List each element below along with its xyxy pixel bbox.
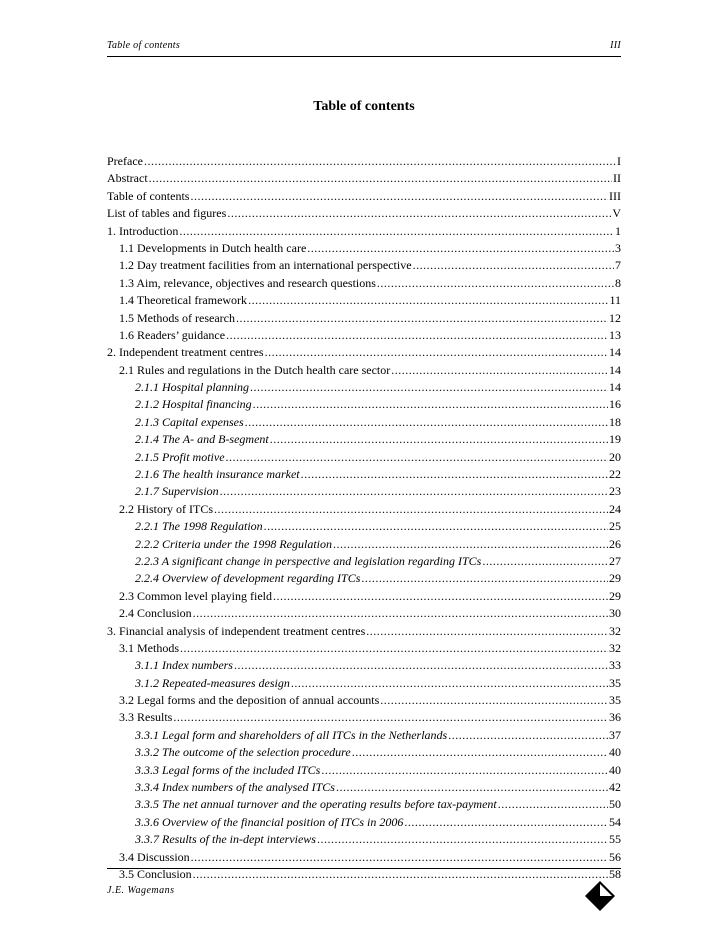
toc-entry-page: 11 <box>609 293 621 308</box>
toc-leader-dots <box>250 379 608 396</box>
toc-entry-page: 23 <box>609 484 621 499</box>
toc-leader-dots <box>413 257 614 274</box>
toc-entry-label: Abstract <box>107 171 148 186</box>
toc-entry-label: 3.3.7 Results of the in-dept interviews <box>135 832 316 847</box>
toc-entry-page: 40 <box>609 762 621 777</box>
footer-rule <box>107 868 621 869</box>
toc-entry-page: 25 <box>609 519 621 534</box>
toc-leader-dots <box>273 588 608 605</box>
toc-entry-page: 35 <box>609 693 621 708</box>
toc-entry-label: 2.2.1 The 1998 Regulation <box>135 519 263 534</box>
toc-entry-label: 2.1 Rules and regulations in the Dutch health care sector <box>119 362 391 377</box>
toc-entry-label: 2.1.4 The A- and B-segment <box>135 432 269 447</box>
toc-leader-dots <box>291 675 608 692</box>
toc-entry-page: 7 <box>615 258 621 273</box>
toc-entry[interactable] <box>107 414 621 431</box>
header-rule <box>107 56 621 57</box>
toc-entry-label: 3.1 Methods <box>119 640 179 655</box>
toc-leader-dots <box>180 640 608 657</box>
toc-entry-page: 55 <box>609 832 621 847</box>
toc-leader-dots <box>482 553 608 570</box>
toc-entry[interactable] <box>107 292 621 309</box>
toc-entry-label: 3.5 Conclusion <box>119 867 192 881</box>
toc-entry-page: 30 <box>609 606 621 621</box>
toc-entry-label: 1.5 Methods of research <box>119 310 235 325</box>
toc-leader-dots <box>317 831 608 848</box>
toc-entry-page: 14 <box>609 345 621 360</box>
toc-entry-page: 14 <box>609 362 621 377</box>
toc-entry[interactable] <box>107 344 621 361</box>
toc-leader-dots <box>220 483 608 500</box>
toc-entry-page: 29 <box>609 588 621 603</box>
toc-leader-dots <box>404 814 608 831</box>
toc-leader-dots <box>366 623 608 640</box>
toc-entry[interactable] <box>107 501 621 518</box>
toc-entry[interactable] <box>107 605 621 622</box>
toc-leader-dots <box>234 657 608 674</box>
header-page-number: III <box>610 40 621 51</box>
toc-leader-dots <box>226 449 608 466</box>
toc-leader-dots <box>227 205 611 222</box>
toc-entry[interactable] <box>107 675 621 692</box>
toc-entry-page: 8 <box>615 275 621 290</box>
toc-entry-label: 1. Introduction <box>107 223 179 238</box>
toc-entry-label: 3.3.4 Index numbers of the analysed ITCs <box>135 780 335 795</box>
toc-entry-label: Table of contents <box>107 188 190 203</box>
toc-entry-label: 2.2.4 Overview of development regarding ITCs <box>135 571 361 586</box>
toc-entry-label: 2.2 History of ITCs <box>119 501 213 516</box>
toc-leader-dots <box>333 536 608 553</box>
toc-leader-dots <box>191 849 608 866</box>
toc-entry[interactable] <box>107 570 621 587</box>
toc-entry[interactable] <box>107 831 621 848</box>
toc-entry-page: III <box>609 188 621 203</box>
toc-leader-dots <box>253 396 608 413</box>
toc-entry[interactable] <box>107 449 621 466</box>
toc-entry[interactable] <box>107 588 621 605</box>
toc-entry[interactable] <box>107 762 621 779</box>
toc-entry[interactable] <box>107 657 621 674</box>
toc-entry[interactable] <box>107 205 621 222</box>
running-header <box>107 40 621 51</box>
toc-leader-dots <box>245 414 608 431</box>
table-of-contents <box>107 153 621 883</box>
toc-entry-label: 3.3.6 Overview of the financial position of ITCs in 2006 <box>135 814 404 829</box>
toc-entry-page: 12 <box>609 310 621 325</box>
toc-entry-page: 14 <box>609 380 621 395</box>
toc-entry-label: 3.3 Results <box>119 710 173 725</box>
toc-leader-dots <box>448 727 608 744</box>
toc-entry[interactable] <box>107 849 621 866</box>
toc-entry-page: 18 <box>609 414 621 429</box>
toc-entry-label: 2. Independent treatment centres <box>107 345 264 360</box>
toc-entry[interactable] <box>107 814 621 831</box>
toc-entry-page: 27 <box>609 553 621 568</box>
toc-leader-dots <box>144 153 616 170</box>
toc-entry-page: 16 <box>609 397 621 412</box>
toc-entry[interactable] <box>107 188 621 205</box>
toc-leader-dots <box>377 275 614 292</box>
toc-entry-label: 3. Financial analysis of independent treatment centres <box>107 623 366 638</box>
toc-leader-dots <box>270 431 608 448</box>
toc-entry-label: 3.1.1 Index numbers <box>135 658 233 673</box>
toc-entry[interactable] <box>107 362 621 379</box>
um-logo-icon <box>584 880 616 912</box>
toc-entry-page: 37 <box>609 727 621 742</box>
toc-entry-page: 26 <box>609 536 621 551</box>
toc-leader-dots <box>301 466 608 483</box>
footer-author: J.E. Wagemans <box>107 885 175 896</box>
toc-entry-label: 1.1 Developments in Dutch health care <box>119 240 307 255</box>
toc-entry-label: 2.4 Conclusion <box>119 606 192 621</box>
toc-entry-label: List of tables and figures <box>107 206 227 221</box>
toc-entry-page: 58 <box>609 867 621 881</box>
logo-facet <box>600 884 612 896</box>
toc-entry-page: 36 <box>609 710 621 725</box>
toc-entry-page: 42 <box>609 780 621 795</box>
toc-entry-label: 1.3 Aim, relevance, objectives and research questions <box>119 275 376 290</box>
toc-entry[interactable] <box>107 710 621 727</box>
toc-entry[interactable] <box>107 275 621 292</box>
toc-entry-page: 32 <box>609 640 621 655</box>
toc-entry[interactable] <box>107 240 621 257</box>
toc-entry-label: 1.2 Day treatment facilities from an international perspective <box>119 258 412 273</box>
toc-entry-page: 56 <box>609 849 621 864</box>
toc-entry[interactable] <box>107 396 621 413</box>
toc-entry-label: 3.3.3 Legal forms of the included ITCs <box>135 762 321 777</box>
toc-entry[interactable] <box>107 744 621 761</box>
toc-leader-dots <box>391 362 608 379</box>
toc-entry-label: 2.2.3 A significant change in perspective and legislation regarding ITCs <box>135 553 482 568</box>
toc-entry-label: 1.6 Readers’ guidance <box>119 327 226 342</box>
toc-entry-label: 3.3.5 The net annual turnover and the operating results before tax-payment <box>135 797 497 812</box>
toc-entry-label: 3.4 Discussion <box>119 849 190 864</box>
toc-leader-dots <box>236 310 608 327</box>
toc-entry[interactable] <box>107 692 621 709</box>
toc-leader-dots <box>173 710 608 727</box>
toc-entry-page: 20 <box>609 449 621 464</box>
toc-entry[interactable] <box>107 466 621 483</box>
toc-entry[interactable] <box>107 257 621 274</box>
toc-entry-label: 2.3 Common level playing field <box>119 588 272 603</box>
toc-entry[interactable] <box>107 379 621 396</box>
toc-entry-label: 1.4 Theoretical framework <box>119 293 248 308</box>
toc-entry[interactable] <box>107 518 621 535</box>
toc-leader-dots <box>214 501 608 518</box>
toc-entry-label: Preface <box>107 153 143 168</box>
toc-entry-label: 2.1.6 The health insurance market <box>135 467 300 482</box>
toc-entry-page: 35 <box>609 675 621 690</box>
toc-leader-dots <box>307 240 614 257</box>
toc-entry-label: 2.1.2 Hospital financing <box>135 397 252 412</box>
toc-entry-page: 32 <box>609 623 621 638</box>
toc-entry-page: 33 <box>609 658 621 673</box>
toc-entry-page: 54 <box>609 814 621 829</box>
toc-entry-label: 2.1.7 Supervision <box>135 484 219 499</box>
toc-entry-label: 2.1.1 Hospital planning <box>135 380 250 395</box>
toc-entry-page: 40 <box>609 745 621 760</box>
toc-entry[interactable] <box>107 223 621 240</box>
toc-entry[interactable] <box>107 779 621 796</box>
toc-leader-dots <box>226 327 608 344</box>
toc-entry-label: 3.1.2 Repeated-measures design <box>135 675 290 690</box>
toc-entry-page: II <box>613 171 621 186</box>
toc-entry[interactable] <box>107 327 621 344</box>
toc-leader-dots <box>179 223 614 240</box>
toc-entry-label: 3.2 Legal forms and the deposition of annual accounts <box>119 693 380 708</box>
toc-entry-page: 50 <box>609 797 621 812</box>
toc-leader-dots <box>352 744 608 761</box>
toc-entry-page: V <box>612 206 621 221</box>
toc-entry[interactable] <box>107 727 621 744</box>
toc-leader-dots <box>265 344 608 361</box>
toc-leader-dots <box>361 570 608 587</box>
toc-leader-dots <box>380 692 608 709</box>
toc-entry-page: 24 <box>609 501 621 516</box>
toc-leader-dots <box>498 796 608 813</box>
toc-entry[interactable] <box>107 553 621 570</box>
toc-entry-page: 13 <box>609 327 621 342</box>
page-title: Table of contents <box>313 99 415 114</box>
toc-entry-label: 3.3.2 The outcome of the selection procedure <box>135 745 351 760</box>
toc-entry-page: 19 <box>609 432 621 447</box>
toc-entry[interactable] <box>107 170 621 187</box>
toc-leader-dots <box>193 605 608 622</box>
toc-entry-label: 2.2.2 Criteria under the 1998 Regulation <box>135 536 332 551</box>
toc-entry-label: 3.3.1 Legal form and shareholders of all ITCs in the Netherlands <box>135 727 448 742</box>
toc-entry[interactable] <box>107 536 621 553</box>
toc-entry-page: 3 <box>615 240 621 255</box>
toc-entry[interactable] <box>107 153 621 170</box>
toc-entry-page: 29 <box>609 571 621 586</box>
toc-entry-label: 2.1.5 Profit motive <box>135 449 225 464</box>
toc-entry-page: 1 <box>615 223 621 238</box>
toc-leader-dots <box>336 779 608 796</box>
toc-entry[interactable] <box>107 796 621 813</box>
toc-entry[interactable] <box>107 483 621 500</box>
toc-leader-dots <box>149 170 612 187</box>
toc-entry[interactable] <box>107 623 621 640</box>
header-section-title: Table of contents <box>107 40 181 51</box>
toc-entry-page: I <box>617 153 621 168</box>
toc-entry[interactable] <box>107 431 621 448</box>
toc-leader-dots <box>264 518 608 535</box>
toc-entry[interactable] <box>107 640 621 657</box>
toc-entry-page: 22 <box>609 467 621 482</box>
toc-leader-dots <box>321 762 608 779</box>
toc-entry[interactable] <box>107 310 621 327</box>
toc-leader-dots <box>248 292 608 309</box>
toc-leader-dots <box>190 188 608 205</box>
toc-entry-label: 2.1.3 Capital expenses <box>135 414 244 429</box>
